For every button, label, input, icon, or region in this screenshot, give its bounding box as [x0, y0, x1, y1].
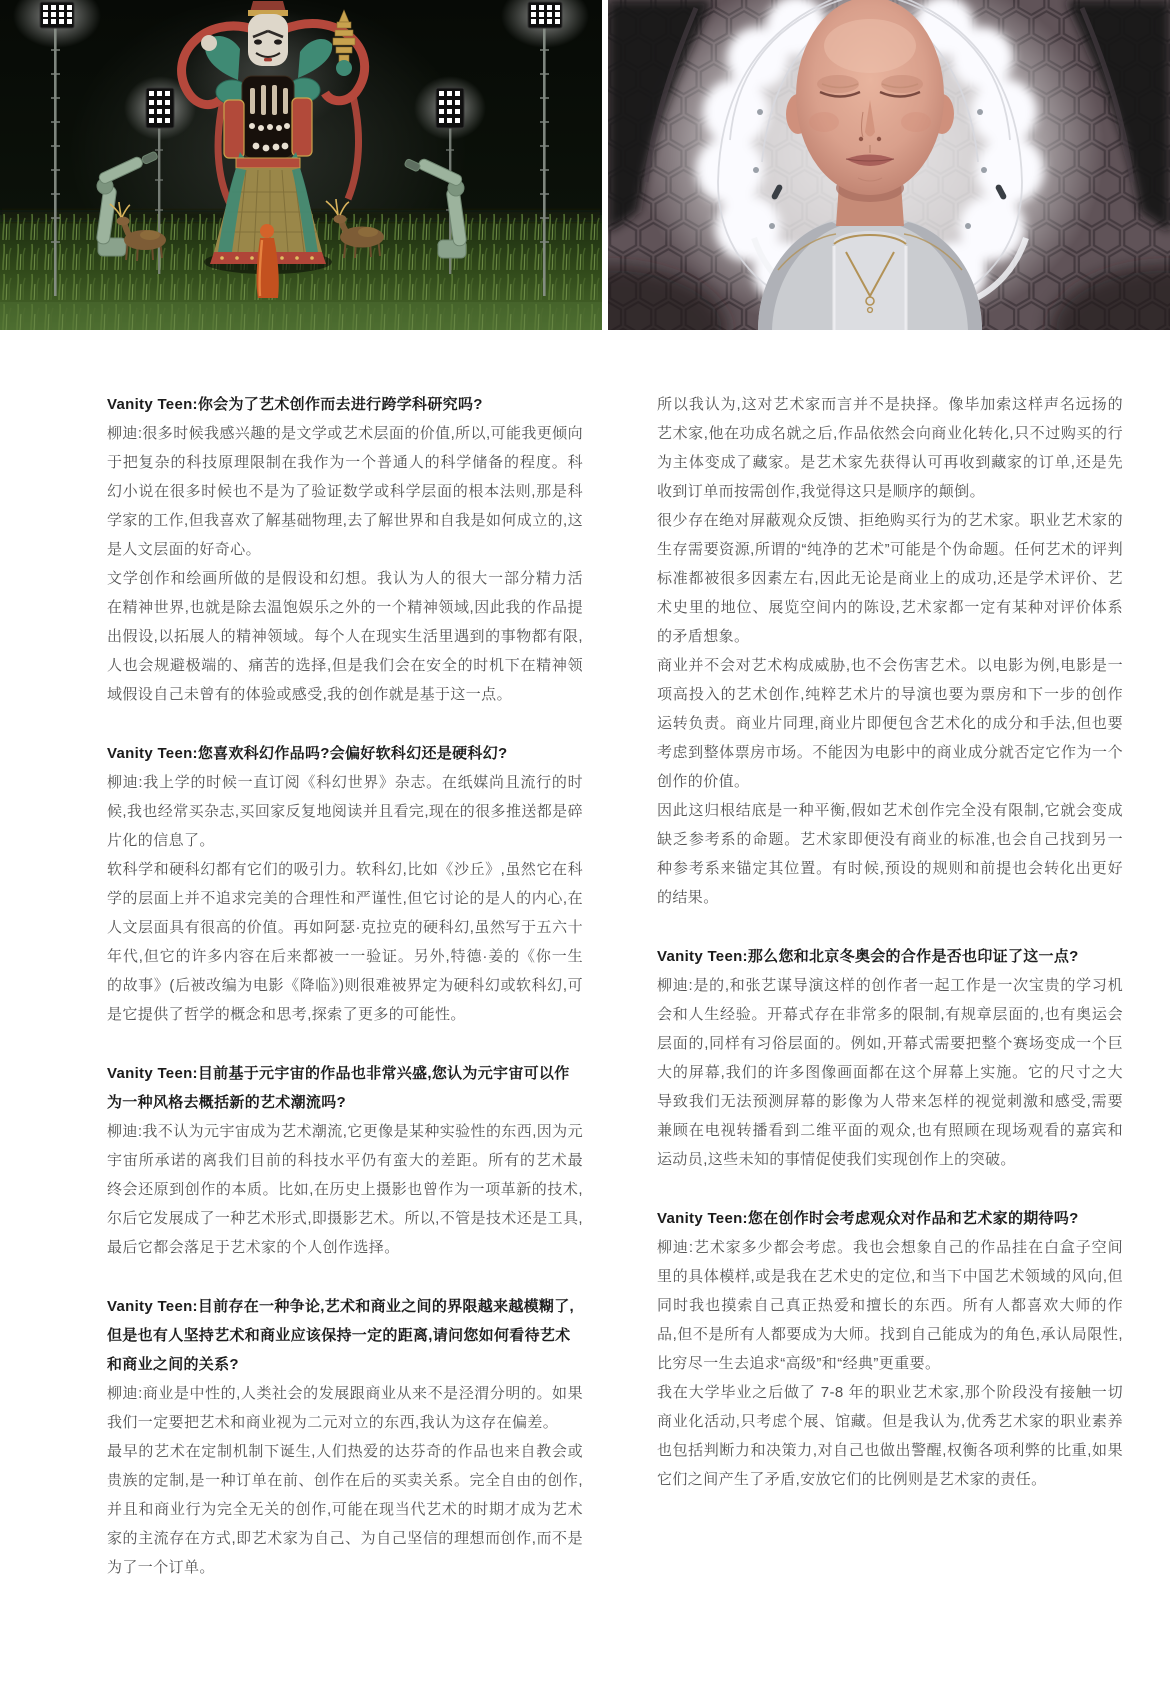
interview-question: Vanity Teen:你会为了艺术创作而去进行跨学科研究吗?	[107, 396, 483, 413]
interview-answer-paragraph: 商业并不会对艺术构成威胁,也不会伤害艺术。以电影为例,电影是一项高投入的艺术创作,纯粹艺术片的导演也要为票房和下一步的创作运转负责。商业片同理,商业片即便包含艺术化的成分和手法,但也要考虑到整体票房市场。不能因为电影中的商业成分就否定它作为一个创作的价值。	[657, 657, 1123, 790]
article-column-left	[107, 390, 583, 1582]
interview-answer-paragraph: 柳迪:我不认为元宇宙成为艺术潮流,它更像是某种实验性的东西,因为元宇宙所承诺的离我们目前的科技水平仍有蛮大的差距。所有的艺术最终会还原到创作的本质。比如,在历史上摄影也曾作为一项革新的技术,尔后它发展成了一种艺术形式,即摄影艺术。所以,不管是技术还是工具,最后它都会落足于艺术家的个人创作选择。	[107, 1123, 583, 1256]
interview-question: Vanity Teen:您喜欢科幻作品吗?会偏好软科幻还是硬科幻?	[107, 745, 508, 762]
interview-answer-paragraph: 很少存在绝对屏蔽观众反馈、拒绝购买行为的艺术家。职业艺术家的生存需要资源,所谓的“纯净的艺术”可能是个伪命题。任何艺术的评判标准都被很多因素左右,因此无论是商业上的成功,还是学术评价、艺术史里的地位、展览空间内的陈设,艺术家都一定有某种对评价体系的矛盾想象。	[657, 512, 1123, 645]
interview-answer-paragraph: 因此这归根结底是一种平衡,假如艺术创作完全没有限制,它就会变成缺乏参考系的命题。艺术家即便没有商业的标准,也会自己找到另一种参考系来锚定其位置。有时候,预设的规则和前提也会转化出更好的结果。	[657, 802, 1123, 906]
interview-answer-paragraph: 柳迪:我上学的时候一直订阅《科幻世界》杂志。在纸媒尚且流行的时候,我也经常买杂志,买回家反复地阅读并且看完,现在的很多推送都是碎片化的信息了。	[107, 774, 583, 849]
article-column-right	[657, 390, 1123, 1494]
interview-answer-paragraph: 柳迪:很多时候我感兴趣的是文学或艺术层面的价值,所以,可能我更倾向于把复杂的科技原理限制在我作为一个普通人的科学储备的程度。科幻小说在很多时候也不是为了验证数学或科学层面的根本法则,那是科学家的工作,但我喜欢了解基础物理,去了解世界和自我是如何成立的,这是人文层面的好奇心。	[107, 425, 583, 558]
artwork-image-guardian-statue	[0, 0, 602, 330]
interview-question: Vanity Teen:您在创作时会考虑观众对作品和艺术家的期待吗?	[657, 1210, 1079, 1227]
interview-question: Vanity Teen:目前存在一种争论,艺术和商业之间的界限越来越模糊了,但是也有人坚持艺术和商业应该保持一定的距离,请问您如何看待艺术和商业之间的关系?	[107, 1298, 574, 1373]
interview-answer-paragraph: 软科学和硬科幻都有它们的吸引力。软科幻,比如《沙丘》,虽然它在科学的层面上并不追求完美的合理性和严谨性,但它讨论的是人的内心,在人文层面具有很高的价值。再如阿瑟·克拉克的硬科幻,虽然写于五六十年代,但它的许多内容在后来都被一一验证。另外,特德·姜的《你一生的故事》(后被改编为电影《降临》)则很难被界定为硬科幻或软科幻,可是它提供了哲学的概念和思考,探索了更多的可能性。	[107, 861, 583, 1023]
interview-answer-paragraph: 最早的艺术在定制机制下诞生,人们热爱的达芬奇的作品也来自教会或贵族的定制,是一种订单在前、创作在后的买卖关系。完全自由的创作,并且和商业行为完全无关的创作,可能在现当代艺术的时期才成为艺术家的主流存在方式,即艺术家为自己、为自己坚信的理想而创作,而不是为了一个订单。	[107, 1443, 583, 1576]
interview-answer-paragraph: 柳迪:商业是中性的,人类社会的发展跟商业从来不是泾渭分明的。如果我们一定要把艺术和商业视为二元对立的东西,我认为这存在偏差。	[107, 1385, 583, 1431]
interview-question: Vanity Teen:那么您和北京冬奥会的合作是否也印证了这一点?	[657, 948, 1079, 965]
interview-question: Vanity Teen:目前基于元宇宙的作品也非常兴盛,您认为元宇宙可以作为一种风格去概括新的艺术潮流吗?	[107, 1065, 570, 1111]
interview-answer-paragraph: 我在大学毕业之后做了 7-8 年的职业艺术家,那个阶段没有接触一切商业化活动,只考虑个展、馆藏。但是我认为,优秀艺术家的职业素养也包括判断力和决策力,对自己也做出警醒,权衡各项利弊的比重,如果它们之间产生了矛盾,安放它们的比例则是艺术家的责任。	[657, 1384, 1123, 1488]
artwork-image-pod-portrait	[608, 0, 1170, 330]
interview-answer-paragraph: 所以我认为,这对艺术家而言并不是抉择。像毕加索这样声名远扬的艺术家,他在功成名就之后,作品依然会向商业化转化,只不过购买的行为主体变成了藏家。是艺术家先获得认可再收到藏家的订单,还是先收到订单而按需创作,我觉得这只是顺序的颠倒。	[657, 396, 1123, 500]
interview-answer-paragraph: 文学创作和绘画所做的是假设和幻想。我认为人的很大一部分精力活在精神世界,也就是除去温饱娱乐之外的一个精神领域,因此我的作品提出假设,以拓展人的精神领域。每个人在现实生活里遇到的事物都有限,人也会规避极端的、痛苦的选择,但是我们会在安全的时机下在精神领域假设自己未曾有的体验或感受,我的创作就是基于这一点。	[107, 570, 583, 703]
interview-answer-paragraph: 柳迪:是的,和张艺谋导演这样的创作者一起工作是一次宝贵的学习机会和人生经验。开幕式存在非常多的限制,有规章层面的,也有奥运会层面的,同样有习俗层面的。例如,开幕式需要把整个赛场变成一个巨大的屏幕,我们的许多图像画面都在这个屏幕上实施。它的尺寸之大导致我们无法预测屏幕的影像为人带来怎样的视觉刺激和感受,需要兼顾在电视转播看到二维平面的观众,也有照顾在现场观看的嘉宾和运动员,这些未知的事情促使我们实现创作上的突破。	[657, 977, 1123, 1168]
interview-answer-paragraph: 柳迪:艺术家多少都会考虑。我也会想象自己的作品挂在白盒子空间里的具体模样,或是我在艺术史的定位,和当下中国艺术领域的风向,但同时我也摸索自己真正热爱和擅长的东西。所有人都喜欢大师的作品,但不是所有人都要成为大师。找到自己能成为的角色,承认局限性,比穷尽一生去追求“高级”和“经典”更重要。	[657, 1239, 1123, 1372]
